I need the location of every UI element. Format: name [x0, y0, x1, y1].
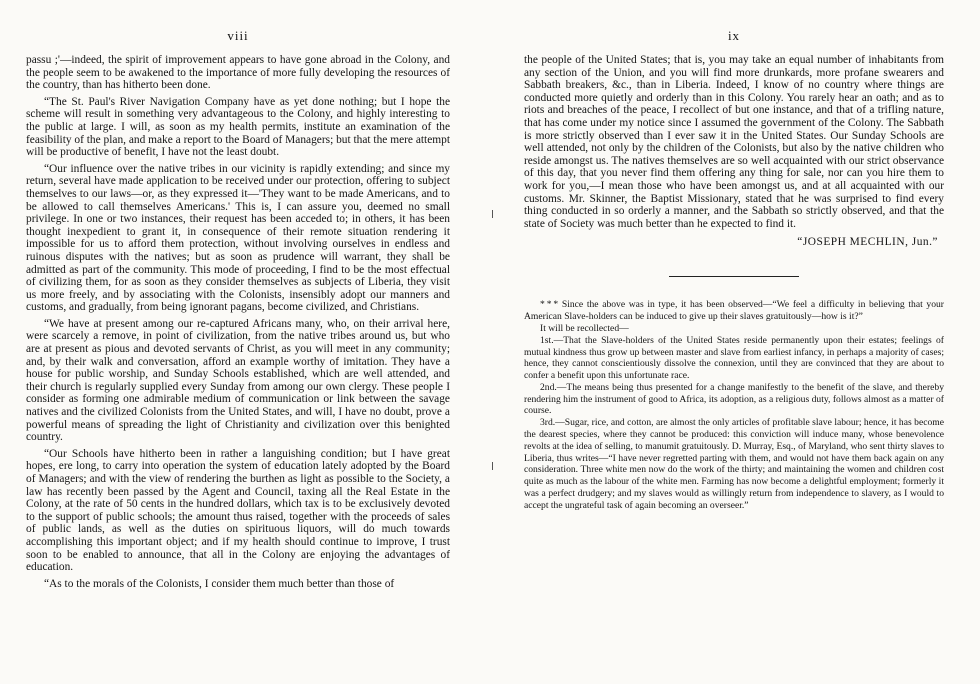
paragraph: “Our influence over the native tribes in our vicinity is rapidly extending; and since my return, several have made application to be received under our protection, offering to subject themselves to our laws—or, as they expressed it—'They want to be made Americans, and to be allowed to call themselves Americans.' This is, I can assure you, deemed no small privilege. In one or two instances, their request has been acceded to; in others, it has been thought inexpedient to grant it, in consequence of their remote situation rendering it impossible for us to afford them protection, without involving ourselves in endless and ruinous disputes with the natives; but as soon as prudence will warrant, they shall be admitted as part of the community. This mode of proceeding, I find to be the most effectual of civilizing them, for as soon as they consider themselves as subjects of Liberia, they visit us more freely, and by associating with the Colonists, insensibly adopt our manners and customs, and gradually, from being ignorant pagans, become civilized, and Christians. — [26, 162, 450, 314]
footnote — [524, 299, 944, 511]
paragraph: the people of the United States; that is, you may take an equal number of inhabitants from any section of the Union, and you will find more drunkards, more profane swearers and Sabbath breakers, &c., than in Liberia. Indeed, I know of no country where things are conducted more quietly and orderly than in this Colony. You rarely hear an oath; and as to riots and breaches of the peace, I recollect of but one instance, and that of a trifling nature, that has come under my notice since I assumed the government of the Colony. The Sabbath is more strictly observed than I ever saw it in the United States. Our Sunday Schools are well attended, not only by the children of the Colonists, but also by the native children who reside amongst us. The natives themselves are so well acquainted with our strict observance of this day, that you never find them offering any thing for sale, nor can you hire them to work for you,—I mean those who have been amongst us, and at all acquainted with our customs. Mr. Skinner, the Baptist Missionary, stated that he was surprised to find every thing conducted in so orderly a manner, and the Sabbath so strictly observed, and that the state of Society was much better than he expected to find it. — [524, 54, 944, 230]
gutter-mark — [492, 210, 493, 218]
paragraph: “Our Schools have hitherto been in rather a languishing condition; but I have great hopes, ere long, to carry into operation the system of education lately adopted by the Board of Managers; and with the view of rendering the burthen as light as possible to the Society, a law has recently been passed by the Agent and Council, taxing all the Real Estate in the Colony, at the rate of 50 cents in the hundred dollars, which tax is to be exclusively devoted to the support of public schools; the amount thus raised, together with the proceeds of sales of public lands, as well as the duties on spirituous liquors, will do much towards accomplishing this important object; and if my health should continue to improve, I trust soon to be enabled to announce, that all in the Colony are enjoying the advantages of education. — [26, 447, 450, 574]
right-page-body — [524, 54, 944, 248]
footnote-paragraph: It will be recollected— — [540, 322, 629, 334]
section-divider — [669, 276, 799, 277]
left-page — [26, 0, 450, 684]
footnote-paragraph: 2nd.—The means being thus presented for a change manifestly to the benefit of the slave, and thereby rendering him the instrument of good to Africa, its adoption, as a religious duty, follows almost as a matter of course. — [524, 381, 944, 417]
right-page — [524, 0, 944, 684]
page-number-left: viii — [227, 28, 249, 43]
paragraph: “As to the morals of the Colonists, I consider them much better than those of — [44, 577, 395, 590]
paragraph: “We have at present among our re-captured Africans many, who, on their arrival here, were scarcely a remove, in point of civilization, from the native tribes around us, but who are at present as pious and devoted servants of Christ, as you will meet in any community; and, by their walk and conversation, afford an example worthy of imitation. They have a house for public worship, and Sunday Schools established, which are well attended, and their church is regularly supplied every Sunday from among our own clergy. These people I consider as forming one admirable medium of communication or link between the savage natives and the civilized Colonists from the United States, and will, I have no doubt, prove a powerful means of spreading the light of Christianity and civilization over this benighted country. — [26, 317, 450, 444]
gutter-mark — [492, 462, 493, 470]
paragraph: passu ;'—indeed, the spirit of improvement appears to have gone abroad in the Colony, and the people seem to be awakened to the importance of more fully developing the resources of the country, than has hitherto been done. — [26, 54, 450, 92]
signature: “JOSEPH MECHLIN, Jun.” — [797, 236, 938, 249]
paragraph: “The St. Paul's River Navigation Company have as yet done nothing; but I hope the scheme will result in something very advantageous to the Colony, and highly interesting to the public at large. I will, as soon as my health permits, institute an examination of the feasibility of the plan, and make a report to the Board of Managers; but that the mere attempt will be productive of benefit, I have not the least doubt. — [26, 95, 450, 159]
footnote-paragraph: 3rd.—Sugar, rice, and cotton, are almost the only articles of profitable slave labour; hence, it has become the dearest species, where they cannot be produced: this conviction will induce many, whose benevolence revolts at the idea of selling, to manumit gratuitously. D. Murray, Esq., of Maryland, who sent thirty slaves to Liberia, thus writes—“I have never regretted parting with them, and would not have them back again on any consideration. Three white men now do the work of the thirty; and maintaining the women and children cost quite as much as the labour of the white men. Farming has now become a delightful employment; formerly it was a perfect drudgery; and my slaves would as willingly return from independence to slavery, as I would to accept the ungrateful task of again becoming an overseer.” — [524, 417, 944, 511]
footnote-paragraph: * * * Since the above was in type, it has been observed—“We feel a difficulty in believing that your American Slave-holders can be induced to give up their slaves gratuitously—how is it?” — [524, 299, 944, 323]
left-page-body — [26, 54, 450, 590]
footnote-paragraph: 1st.—That the Slave-holders of the United States reside permanently upon their estates; feelings of mutual kindness thus grow up between master and slave from earliest infancy, in perhaps a majority of cases; hence, they cannot conscientiously dissolve the connexion, until they are convinced that they are about to confer a benefit upon this unfortunate race. — [524, 334, 944, 382]
page-number-right: ix — [727, 28, 741, 43]
